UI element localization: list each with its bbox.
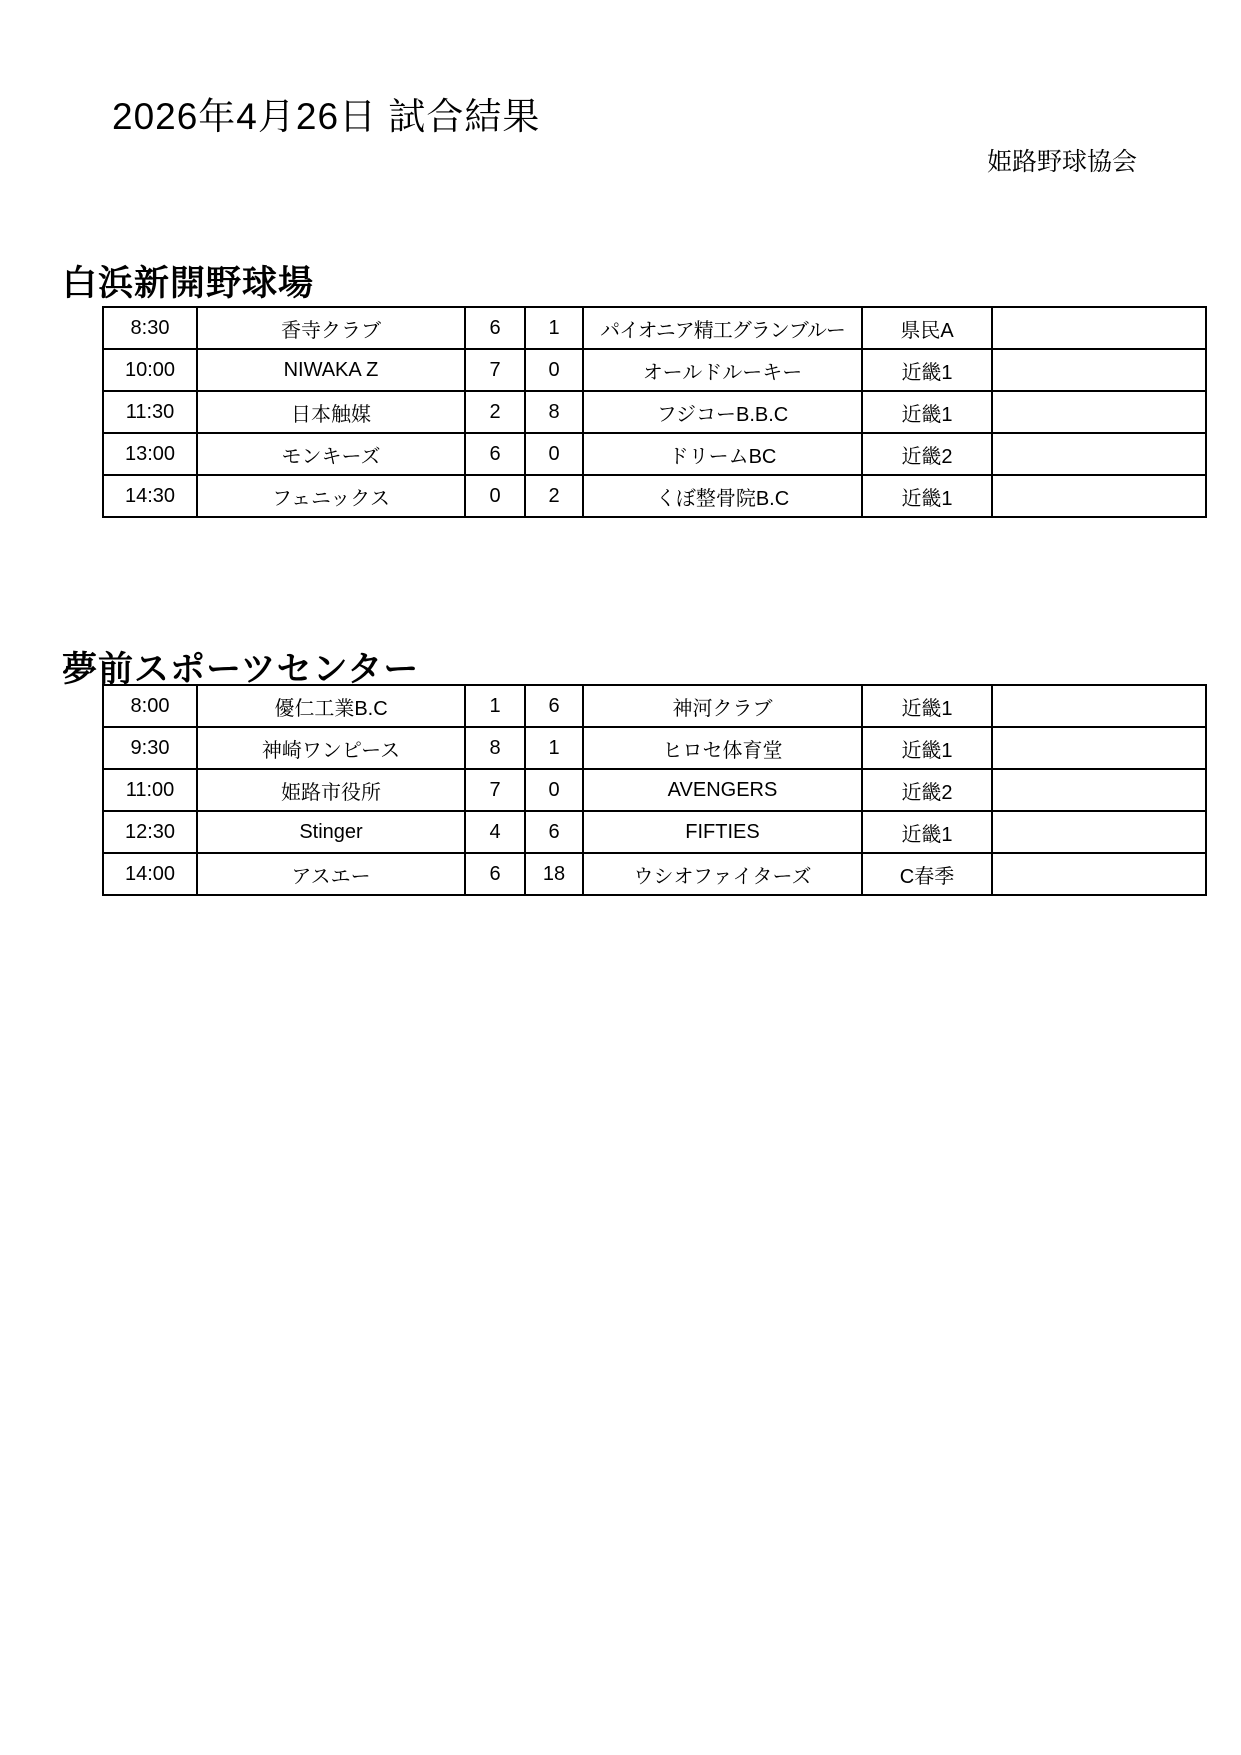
away-team: ドリームBC bbox=[583, 433, 862, 475]
home-team: 日本触媒 bbox=[197, 391, 465, 433]
away-score: 0 bbox=[525, 433, 583, 475]
league-label: 近畿1 bbox=[862, 727, 992, 769]
home-score: 6 bbox=[465, 307, 525, 349]
note-cell bbox=[992, 727, 1206, 769]
league-label: 近畿1 bbox=[862, 685, 992, 727]
away-team: AVENGERS bbox=[583, 769, 862, 811]
home-score: 1 bbox=[465, 685, 525, 727]
note-cell bbox=[992, 769, 1206, 811]
away-team: オールドルーキー bbox=[583, 349, 862, 391]
away-score: 1 bbox=[525, 727, 583, 769]
note-cell bbox=[992, 475, 1206, 517]
away-score: 6 bbox=[525, 811, 583, 853]
home-score: 0 bbox=[465, 475, 525, 517]
game-time: 9:30 bbox=[103, 727, 197, 769]
home-score: 7 bbox=[465, 769, 525, 811]
away-team: ヒロセ体育堂 bbox=[583, 727, 862, 769]
home-score: 4 bbox=[465, 811, 525, 853]
game-row bbox=[103, 391, 1206, 433]
home-team: フェニックス bbox=[197, 475, 465, 517]
organization-label: 姫路野球協会 bbox=[986, 148, 1137, 176]
away-score: 1 bbox=[525, 307, 583, 349]
home-team: 優仁工業B.C bbox=[197, 685, 465, 727]
home-score: 7 bbox=[465, 349, 525, 391]
away-score: 8 bbox=[525, 391, 583, 433]
league-label: 近畿2 bbox=[862, 433, 992, 475]
game-row bbox=[103, 685, 1206, 727]
away-team: 神河クラブ bbox=[583, 685, 862, 727]
game-time: 11:30 bbox=[103, 391, 197, 433]
home-score: 2 bbox=[465, 391, 525, 433]
home-team: NIWAKA Z bbox=[197, 349, 465, 391]
results-table bbox=[102, 684, 1207, 896]
away-score: 2 bbox=[525, 475, 583, 517]
note-cell bbox=[992, 685, 1206, 727]
game-row bbox=[103, 475, 1206, 517]
game-time: 14:00 bbox=[103, 853, 197, 895]
away-score: 18 bbox=[525, 853, 583, 895]
away-team: ウシオファイターズ bbox=[583, 853, 862, 895]
home-team: 姫路市役所 bbox=[197, 769, 465, 811]
venue-heading: 白浜新開野球場 bbox=[62, 264, 315, 303]
away-score: 0 bbox=[525, 769, 583, 811]
away-score: 0 bbox=[525, 349, 583, 391]
note-cell bbox=[992, 853, 1206, 895]
home-team: 香寺クラブ bbox=[197, 307, 465, 349]
note-cell bbox=[992, 433, 1206, 475]
league-label: C春季 bbox=[862, 853, 992, 895]
game-time: 13:00 bbox=[103, 433, 197, 475]
game-time: 11:00 bbox=[103, 769, 197, 811]
results-table bbox=[102, 306, 1207, 518]
game-row bbox=[103, 727, 1206, 769]
league-label: 近畿1 bbox=[862, 349, 992, 391]
home-team: 神崎ワンピース bbox=[197, 727, 465, 769]
home-score: 8 bbox=[465, 727, 525, 769]
game-row bbox=[103, 349, 1206, 391]
league-label: 近畿2 bbox=[862, 769, 992, 811]
away-team: FIFTIES bbox=[583, 811, 862, 853]
note-cell bbox=[992, 811, 1206, 853]
game-time: 14:30 bbox=[103, 475, 197, 517]
game-time: 8:30 bbox=[103, 307, 197, 349]
game-row bbox=[103, 769, 1206, 811]
venue-heading: 夢前スポーツセンター bbox=[62, 650, 420, 689]
game-row bbox=[103, 307, 1206, 349]
page-title: 2026年4月26日 試合結果 bbox=[112, 96, 541, 137]
home-team: アスエー bbox=[197, 853, 465, 895]
game-row bbox=[103, 433, 1206, 475]
home-score: 6 bbox=[465, 433, 525, 475]
league-label: 県民A bbox=[862, 307, 992, 349]
game-time: 10:00 bbox=[103, 349, 197, 391]
game-row bbox=[103, 853, 1206, 895]
note-cell bbox=[992, 307, 1206, 349]
home-score: 6 bbox=[465, 853, 525, 895]
away-score: 6 bbox=[525, 685, 583, 727]
game-time: 12:30 bbox=[103, 811, 197, 853]
league-label: 近畿1 bbox=[862, 475, 992, 517]
note-cell bbox=[992, 391, 1206, 433]
note-cell bbox=[992, 349, 1206, 391]
home-team: Stinger bbox=[197, 811, 465, 853]
home-team: モンキーズ bbox=[197, 433, 465, 475]
league-label: 近畿1 bbox=[862, 811, 992, 853]
game-row bbox=[103, 811, 1206, 853]
league-label: 近畿1 bbox=[862, 391, 992, 433]
away-team: パイオニア精工グランブルー bbox=[583, 307, 862, 349]
away-team: くぼ整骨院B.C bbox=[583, 475, 862, 517]
away-team: フジコーB.B.C bbox=[583, 391, 862, 433]
game-time: 8:00 bbox=[103, 685, 197, 727]
